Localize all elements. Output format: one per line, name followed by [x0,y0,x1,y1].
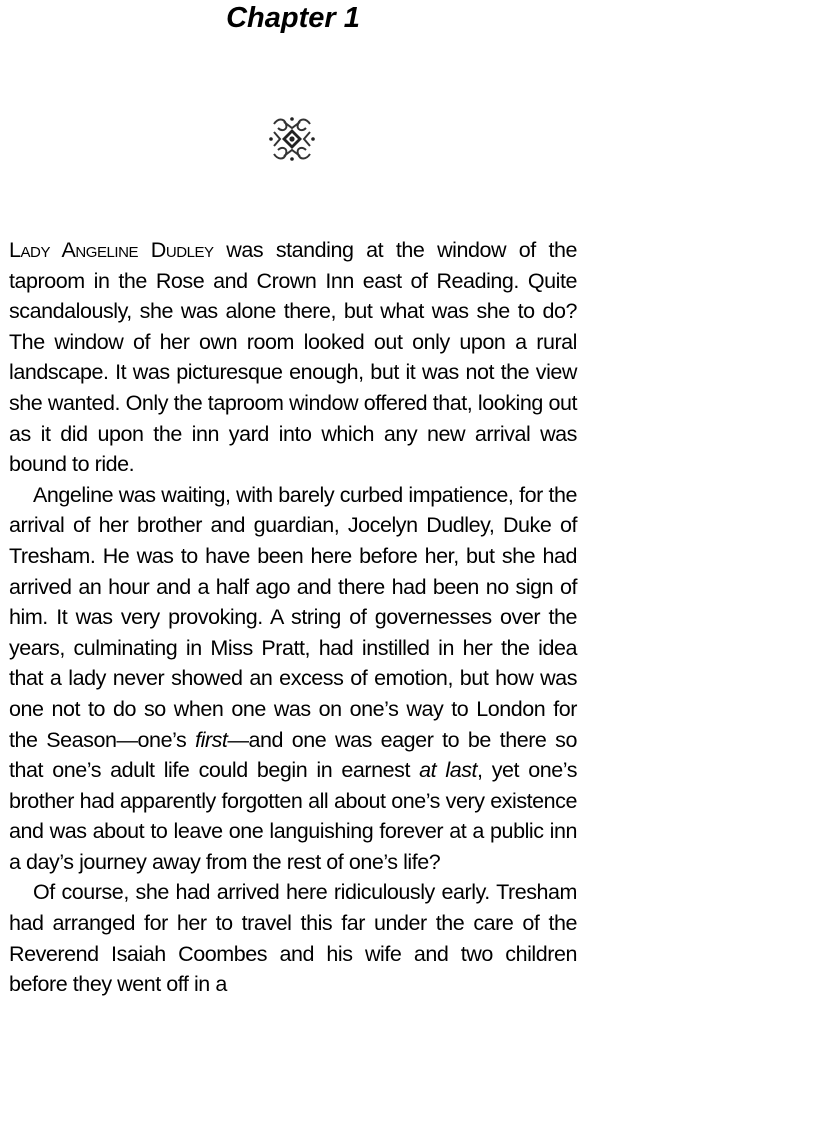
paragraph-2-text-c: , yet one’s brother had apparently forgotten all about one’s very existence and was about to leave one languishing forever at a public inn a day’s journey away from the rest of one’s life? [9,758,578,874]
paragraph-1 [9,235,577,480]
paragraph-3-text: Of course, she had arrived here ridiculously early. Tresham had arranged for her to travel this far under the care of the Reverend Isaiah Coombes and his wife and two children before they went off in a [9,880,577,997]
paragraph-2 [9,480,577,878]
paragraph-3 [9,877,577,999]
emphasis-first: first [195,727,228,752]
paragraph-2-text-b: —and one was eager to be there so that one’s adult life could begin in earnest [9,727,577,783]
chapter-title: Chapter 1 [226,2,360,34]
opening-smallcaps: Lady Angeline Dudley [9,238,214,262]
paragraph-2-text-a: Angeline was waiting, with barely curbed impatience, for the arrival of her brother and guardian, Jocelyn Dudley, Duke of Tresham. He was to have been here before her, but she had arrived an hour and a half ago and there had been no sign of him. It was very provoking. A string of governesses over the years, culminating in Miss Pratt, had instilled in her the idea that a lady never showed an excess of emotion, but how was one not to do so when one was on one’s way to London for the Season—one’s [9,482,577,752]
chapter-body [9,235,577,1000]
knot-ornament-icon [268,116,316,162]
paragraph-1-text: was standing at the window of the taproom in the Rose and Crown Inn east of Reading. Quite scandalously, she was alone there, but what was she to do? The window of her own room looked out only upon a rural landscape. It was picturesque enough, but it was not the view she wanted. Only the taproom window offered that, looking out as it did upon the inn yard into which any new arrival was bound to ride. [9,238,577,477]
emphasis-at-last: at last [419,758,478,783]
